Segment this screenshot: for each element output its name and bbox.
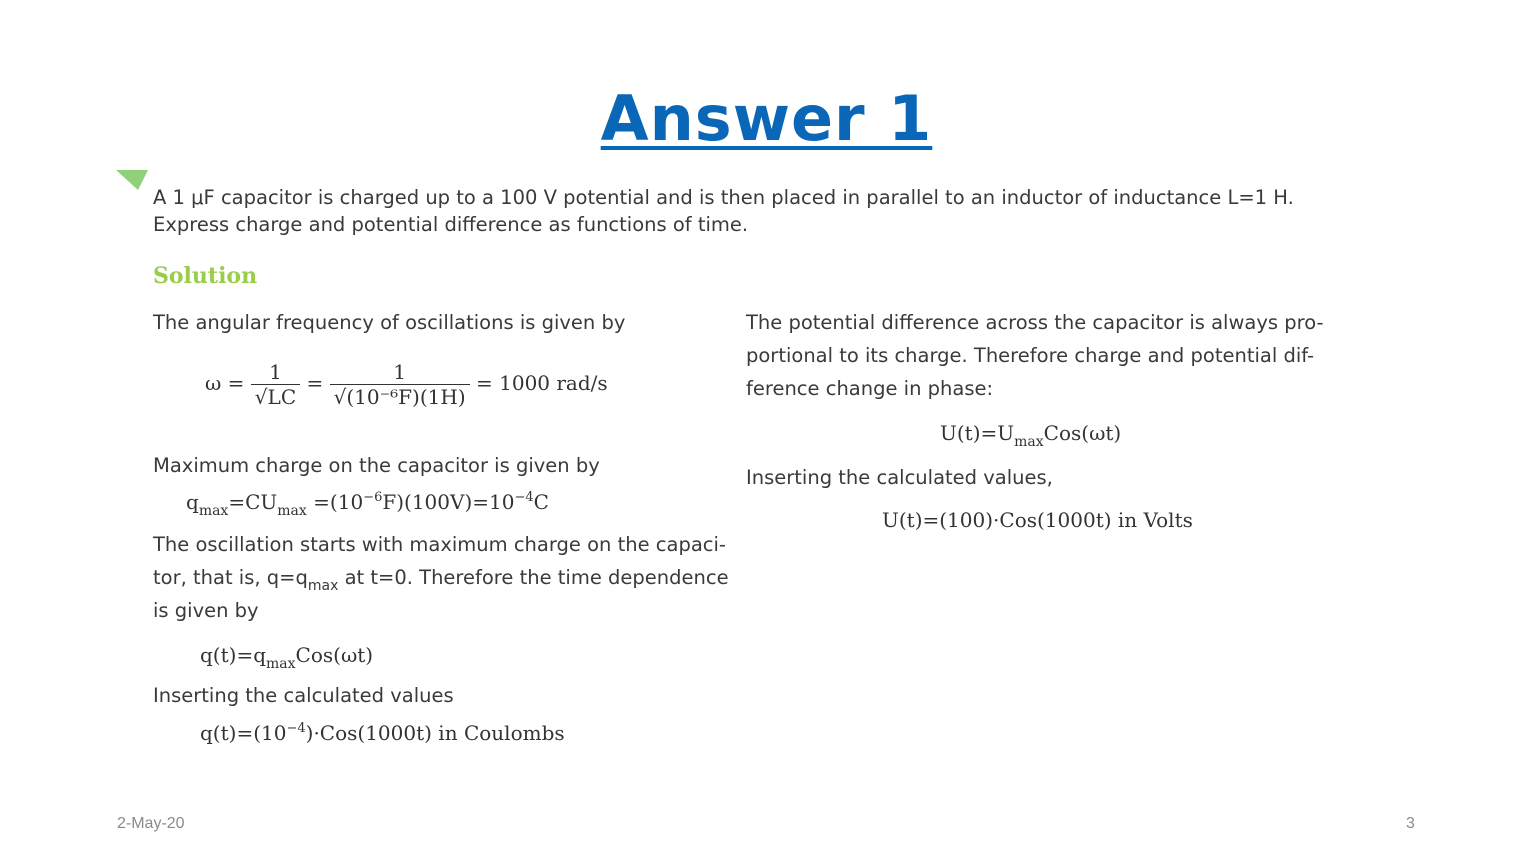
qmax-mid: =CU <box>228 490 278 514</box>
solution-heading: Solution <box>153 263 258 289</box>
qmax-q: q <box>186 490 199 514</box>
qmax-unit: C <box>533 490 549 514</box>
qt-sub: max <box>266 656 296 672</box>
right-para-1-line-3: ference change in phase: <box>746 377 994 400</box>
omega-equation <box>205 360 608 409</box>
title-text: Answer 1 <box>600 82 933 155</box>
qt-values-lhs: q(t)=(10 <box>200 721 287 745</box>
right-para-1-line-1: The potential difference across the capacitor is always pro- <box>746 311 1324 334</box>
footer-date: 2-May-20 <box>117 815 185 832</box>
omega-fraction-2 <box>330 360 470 409</box>
omega-lhs: ω = <box>205 371 245 395</box>
left-para-3-line-3: is given by <box>153 599 259 622</box>
qmax-rest-2: F)(100V)=10 <box>382 490 515 514</box>
left-para-3-line-1: The oscillation starts with maximum charge on the capaci- <box>153 533 726 556</box>
right-para-1-line-2: portional to its charge. Therefore charge and potential dif- <box>746 344 1315 367</box>
qmax-sub-1: max <box>198 503 229 519</box>
qt-equation <box>200 643 373 672</box>
left-para-1: The angular frequency of oscillations is given by <box>153 311 626 334</box>
qt-values-rhs: )·Cos(1000t) in Coulombs <box>305 721 565 745</box>
ut-lhs: U(t)=U <box>940 421 1015 445</box>
corner-triangle-icon <box>116 170 150 194</box>
qt-lhs: q(t)=q <box>200 643 267 667</box>
left-para-4: Inserting the calculated values <box>153 684 454 707</box>
qt-rhs: Cos(ωt) <box>295 643 374 667</box>
frac2-denominator: √(10⁻⁶F)(1H) <box>333 385 466 409</box>
frac1-numerator: 1 <box>251 360 300 385</box>
ut-sub: max <box>1014 434 1044 450</box>
ut-rhs: Cos(ωt) <box>1043 421 1122 445</box>
left-para-2: Maximum charge on the capacitor is given by <box>153 454 600 477</box>
ut-values-equation: U(t)=(100)·Cos(1000t) in Volts <box>882 508 1193 532</box>
problem-line-2: Express charge and potential difference as functions of time. <box>153 213 749 236</box>
omega-rhs: = 1000 rad/s <box>476 371 608 395</box>
p3-line2-end: at t=0. Therefore the time dependence <box>338 566 729 589</box>
qt-values-exp: −4 <box>286 721 306 736</box>
frac1-denominator: √LC <box>254 385 297 409</box>
omega-fraction-1 <box>251 360 300 409</box>
qmax-sub-2: max <box>277 503 307 519</box>
right-para-2: Inserting the calculated values, <box>746 466 1053 489</box>
problem-line-1: A 1 μF capacitor is charged up to a 100 V potential and is then placed in parallel to an inductor of inductance L=1 H. <box>153 186 1294 209</box>
frac2-numerator: 1 <box>330 360 470 385</box>
slide-title <box>0 82 1533 155</box>
qt-values-equation <box>200 721 565 745</box>
qmax-rest: =(10 <box>306 490 364 514</box>
qmax-exp-1: −6 <box>363 490 383 505</box>
ut-equation <box>940 421 1121 450</box>
qmax-exp-2: −4 <box>514 490 534 505</box>
qmax-equation <box>186 490 549 519</box>
p3-line2-sub: max <box>307 578 339 594</box>
omega-equals: = <box>306 371 324 395</box>
footer-page-number: 3 <box>1406 815 1415 832</box>
p3-line2-start: tor, that is, q=q <box>153 566 308 589</box>
